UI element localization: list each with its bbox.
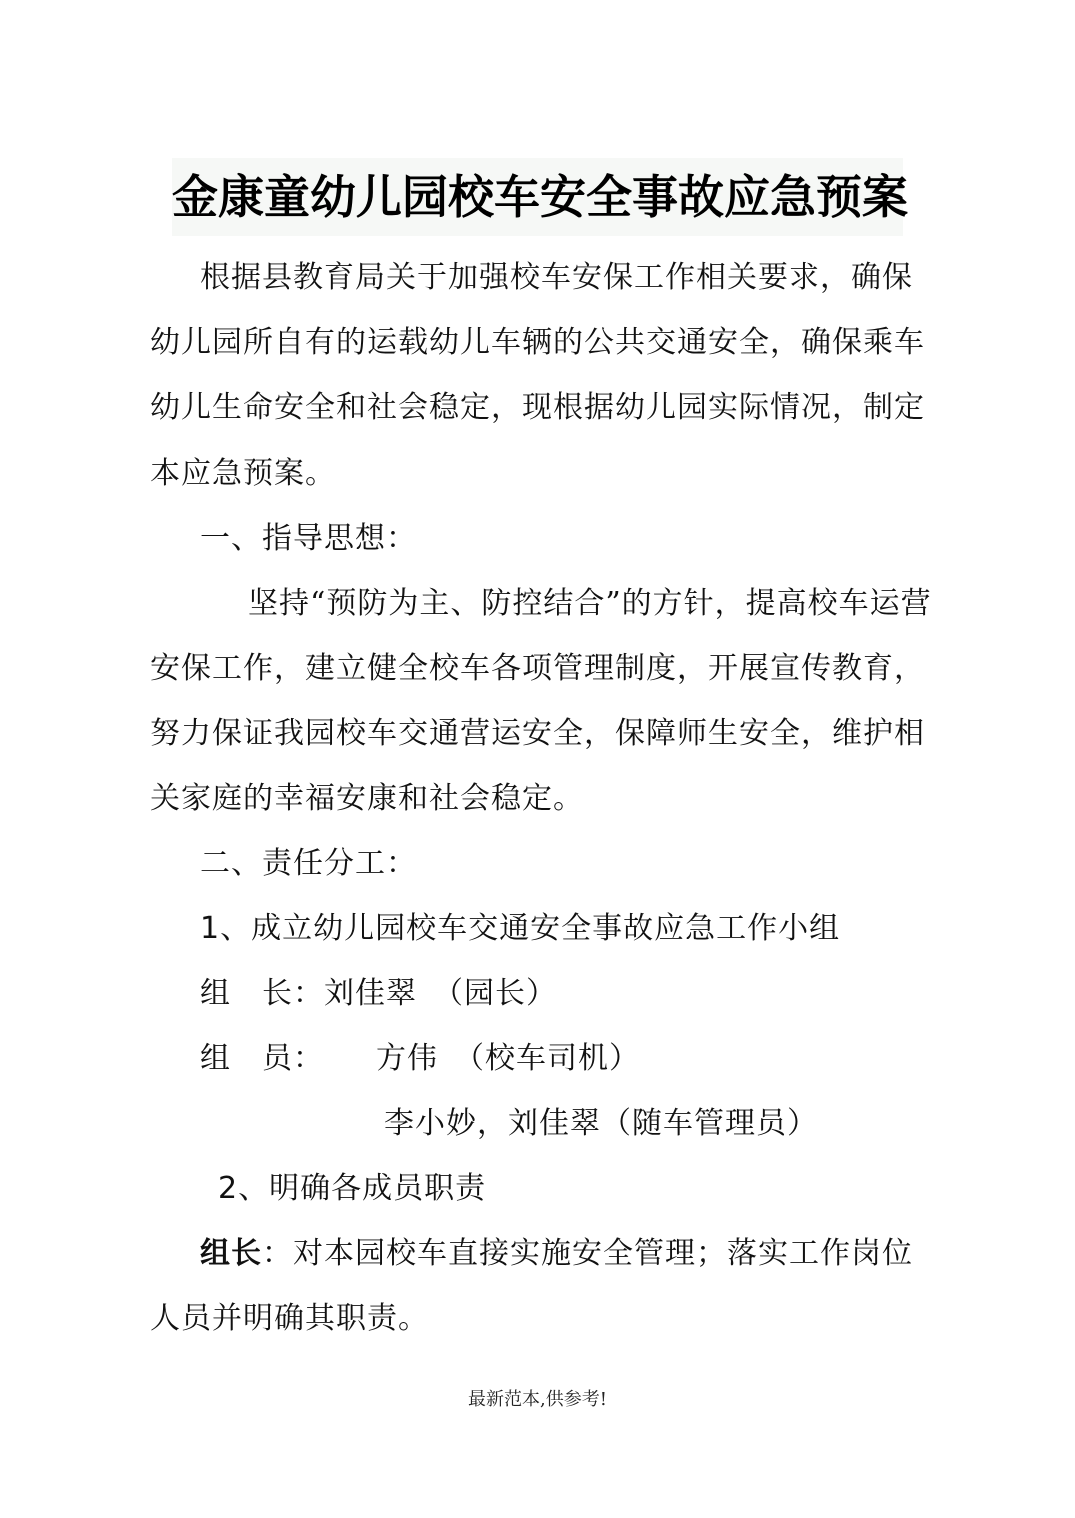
duty-line-1: ：对本园校车直接实施安全管理；落实工作岗位 (262, 1236, 913, 1271)
leader-row (200, 976, 557, 1012)
item2-number: 2 (218, 1171, 239, 1206)
duty-line-2: 人员并明确其职责。 (150, 1301, 429, 1336)
leader-label: 组 长： (200, 976, 324, 1011)
footer-note: 最新范本,供参考! (468, 1389, 607, 1410)
leader-value: 刘佳翠 （园长） (324, 976, 557, 1011)
intro-line-1: 根据县教育局关于加强校车安保工作相关要求，确保 (200, 260, 913, 295)
section1-line-4: 关家庭的幸福安康和社会稳定。 (150, 781, 584, 816)
section1-heading: 一、指导思想： (200, 521, 417, 556)
item2 (218, 1171, 486, 1207)
section1-line-1: 坚持“预防为主、防控结合”的方针，提高校车运营 (248, 586, 932, 621)
section2-heading: 二、责任分工： (200, 846, 417, 881)
members-label: 组 员： (200, 1041, 324, 1076)
duty-label: 组长 (200, 1236, 262, 1271)
document-title: 金康童幼儿园校车安全事故应急预案 (172, 170, 908, 224)
item1 (200, 911, 840, 947)
intro-line-2: 幼儿园所自有的运载幼儿车辆的公共交通安全，确保乘车 (150, 325, 925, 360)
section1-line-2: 安保工作，建立健全校车各项管理制度，开展宣传教育， (150, 651, 925, 686)
item1-text: 、成立幼儿园校车交通安全事故应急工作小组 (220, 911, 841, 946)
item1-number: 1 (200, 911, 221, 946)
members-line-2: 李小妙，刘佳翠（随车管理员） (384, 1106, 818, 1141)
title-block (172, 158, 908, 236)
duty-row (200, 1236, 913, 1272)
item2-text: 、明确各成员职责 (238, 1171, 487, 1206)
intro-line-4: 本应急预案。 (150, 456, 336, 491)
intro-line-3: 幼儿生命安全和社会稳定，现根据幼儿园实际情况，制定 (150, 390, 925, 425)
section1-line-3: 努力保证我园校车交通营运安全，保障师生安全，维护相 (150, 716, 925, 751)
members-line-1: 方伟 （校车司机） (376, 1041, 640, 1076)
